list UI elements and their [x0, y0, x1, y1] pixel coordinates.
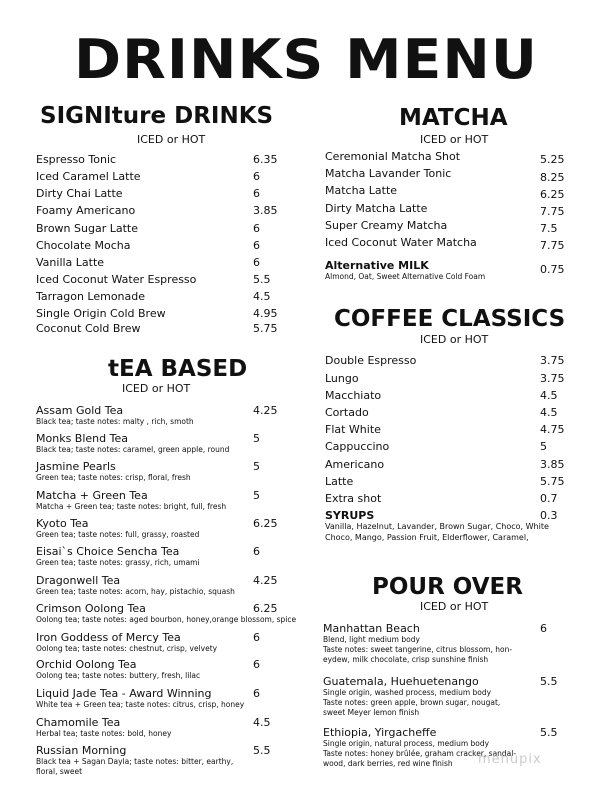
menu-item-name: Single Origin Cold Brew [36, 307, 166, 320]
menu-item-name: Chamomile Tea [36, 716, 121, 729]
watermark-text: menupix [478, 752, 542, 767]
menu-item-notes: Green tea; taste notes: crisp, floral, fresh [36, 473, 191, 482]
menu-item-price: 4.5 [540, 406, 558, 419]
menu-item-notes: Vanilla, Hazelnut, Lavander, Brown Sugar, Choco, White [325, 522, 549, 531]
menu-item-price: 6 [540, 622, 547, 635]
menu-item-price: 5.5 [253, 273, 271, 286]
menu-item-price: 5 [253, 432, 260, 445]
menu-item-name: Ethiopia, Yirgacheffe [323, 726, 437, 739]
menu-item-notes: Single origin, washed process, medium body [323, 688, 492, 697]
menu-item-name: Matcha + Green Tea [36, 489, 148, 502]
section-heading-coffee: COFFEE CLASSICS [334, 306, 566, 332]
menu-item-name: Ceremonial Matcha Shot [325, 150, 461, 163]
menu-item-name: Macchiato [325, 389, 382, 402]
menu-item-name: Extra shot [325, 492, 382, 505]
section-sub-pour: ICED or HOT [420, 600, 489, 613]
section-sub-tea: ICED or HOT [122, 382, 191, 395]
menu-item-notes: Black tea; taste notes: malty , rich, smoth [36, 417, 194, 426]
menu-item-name: Manhattan Beach [323, 622, 420, 635]
menu-item-price: 5.75 [253, 322, 278, 335]
menu-item-price: 6 [253, 256, 260, 269]
menu-item-price: 6 [253, 187, 260, 200]
menu-item-notes: Oolong tea; taste notes: aged bourbon, honey,orange blossom, spice [36, 615, 297, 624]
menu-item-name: Kyoto Tea [36, 517, 89, 530]
menu-item-notes: Green tea; taste notes: full, grassy, roasted [36, 530, 200, 539]
menu-item-name: Iced Caramel Latte [36, 170, 141, 183]
menu-item-price: 5.5 [253, 744, 271, 757]
menu-item-price: 7.75 [540, 239, 565, 252]
menu-item-name: Cappuccino [325, 440, 390, 453]
menu-item-price: 7.75 [540, 205, 565, 218]
menu-item-notes: White tea + Green tea; taste notes: citrus, crisp, honey [36, 700, 245, 709]
page-title: DRINKS MENU [73, 28, 539, 91]
menu-item-notes: wood, dark berries, red wine finish [323, 759, 453, 768]
menu-item-price: 6.35 [253, 153, 278, 166]
menu-item-price: 4.75 [540, 423, 565, 436]
menu-item-name: Lungo [325, 372, 359, 385]
menu-item-price: 0.3 [540, 509, 558, 522]
menu-item-price: 4.25 [253, 574, 278, 587]
menu-item-price: 3.75 [540, 372, 565, 385]
menu-item-price: 6 [253, 631, 260, 644]
menu-item-price: 5.5 [540, 675, 558, 688]
menu-item-name: Flat White [325, 423, 381, 436]
menu-item-notes: Single origin, natural process, medium body [323, 739, 490, 748]
section-heading-signature: SIGNIture DRINKS [40, 103, 274, 129]
section-heading-matcha: MATCHA [399, 105, 508, 131]
menu-item-price: 6.25 [253, 602, 278, 615]
menu-item-name: Dirty Matcha Latte [325, 202, 428, 215]
menu-item-price: 0.7 [540, 492, 558, 505]
menu-item-name: Super Creamy Matcha [325, 219, 448, 232]
menu-item-price: 7.5 [540, 222, 558, 235]
menu-item-price: 4.5 [253, 716, 271, 729]
menu-item-notes: Oolong tea; taste notes: buttery, fresh, lilac [36, 671, 201, 680]
menu-item-notes: Green tea; taste notes: acorn, hay, pistachio, squash [36, 587, 235, 596]
menu-item-name: Matcha Lavander Tonic [325, 167, 452, 180]
menu-item-notes: Matcha + Green tea; taste notes: bright, full, fresh [36, 502, 227, 511]
menu-item-name: Dragonwell Tea [36, 574, 121, 587]
menu-item-notes: Blend, light medium body [323, 635, 420, 644]
menu-item-notes: sweet Meyer lemon finish [323, 708, 420, 717]
menu-item-price: 3.75 [540, 354, 565, 367]
menu-item-name: Monks Blend Tea [36, 432, 128, 445]
menu-item-price: 4.95 [253, 307, 278, 320]
menu-item-name: SYRUPS [325, 509, 375, 522]
menu-item-notes: eydew, milk chocolate, crisp sunshine finish [323, 655, 489, 664]
menu-item-name: Espresso Tonic [36, 153, 117, 166]
menu-item-name: Dirty Chai Latte [36, 187, 123, 200]
menu-item-name: Jasmine Pearls [36, 460, 116, 473]
section-sub-coffee: ICED or HOT [420, 333, 489, 346]
menu-item-name: Iron Goddess of Mercy Tea [36, 631, 181, 644]
menu-item-name: Matcha Latte [325, 184, 398, 197]
menu-item-notes: Green tea; taste notes: grassy, rich, umami [36, 558, 200, 567]
menu-item-name: Tarragon Lemonade [36, 290, 146, 303]
menu-item-name: Latte [325, 475, 354, 488]
section-heading-tea: tEA BASED [108, 356, 248, 382]
menu-item-name: Vanilla Latte [36, 256, 105, 269]
menu-item-price: 6.25 [253, 517, 278, 530]
menu-item-price: 6 [253, 170, 260, 183]
menu-item-name: Iced Coconut Water Matcha [325, 236, 477, 249]
section-sub-signature: ICED or HOT [137, 133, 206, 146]
menu-item-name: Crimson Oolong Tea [36, 602, 146, 615]
menu-item-price: 4.5 [540, 389, 558, 402]
section-heading-pour: POUR OVER [372, 574, 523, 600]
menu-item-price: 6 [253, 239, 260, 252]
menu-item-name: Eisai`s Choice Sencha Tea [36, 545, 180, 558]
menu-item-price: 5.5 [540, 726, 558, 739]
menu-item-price: 3.85 [540, 458, 565, 471]
menu-item-price: 3.85 [253, 204, 278, 217]
menu-item-notes: Taste notes: honey brûlée, graham cracker, sandal- [323, 749, 517, 758]
menu-item-notes: Black tea; taste notes: caramel, green apple, round [36, 445, 230, 454]
menu-item-name: Foamy Americano [36, 204, 136, 217]
menu-item-price: 5 [540, 440, 547, 453]
menu-item-name: Cortado [325, 406, 369, 419]
menu-item-price: 5 [253, 489, 260, 502]
section-sub-matcha: ICED or HOT [420, 133, 489, 146]
menu-item-price: 6 [253, 222, 260, 235]
menu-item-name: Guatemala, Huehuetenango [323, 675, 479, 688]
menu-item-notes: Oolong tea; taste notes: chestnut, crisp, velvety [36, 644, 218, 653]
menu-item-price: 8.25 [540, 171, 565, 184]
menu-item-name: Coconut Cold Brew [36, 322, 141, 335]
menu-item-name: Liquid Jade Tea - Award Winning [36, 687, 212, 700]
menu-item-price: 6.25 [540, 188, 565, 201]
menu-item-name: Iced Coconut Water Espresso [36, 273, 197, 286]
menu-item-price: 5 [253, 460, 260, 473]
menu-item-price: 5.25 [540, 153, 565, 166]
menu-item-notes: Taste notes: green apple, brown sugar, nougat, [323, 698, 501, 707]
menu-item-notes: Choco, Mango, Passion Fruit, Elderflower, Caramel, [325, 533, 529, 542]
menu-item-notes: floral, sweet [36, 767, 83, 776]
menu-item-notes: Almond, Oat, Sweet Alternative Cold Foam [325, 272, 486, 281]
menu-item-price: 6 [253, 545, 260, 558]
menu-item-notes: Herbal tea; taste notes: bold, honey [36, 729, 172, 738]
menu-item-price: 4.5 [253, 290, 271, 303]
menu-item-price: 0.75 [540, 263, 565, 276]
menu-item-price: 4.25 [253, 404, 278, 417]
menu-item-name: Orchid Oolong Tea [36, 658, 137, 671]
menu-item-name: Russian Morning [36, 744, 127, 757]
menu-item-name: Brown Sugar Latte [36, 222, 138, 235]
menu-item-notes: Taste notes: sweet tangerine, citrus blossom, hon- [323, 645, 513, 654]
menu-item-name: Americano [325, 458, 385, 471]
menu-item-name: Alternative MILK [325, 259, 429, 272]
menu-item-name: Assam Gold Tea [36, 404, 124, 417]
menu-item-notes: Black tea + Sagan Dayla; taste notes: bitter, earthy, [36, 757, 234, 766]
menu-item-price: 6 [253, 687, 260, 700]
menu-item-name: Chocolate Mocha [36, 239, 131, 252]
menu-item-name: Double Espresso [325, 354, 417, 367]
menu-item-price: 6 [253, 658, 260, 671]
menu-item-price: 5.75 [540, 475, 565, 488]
